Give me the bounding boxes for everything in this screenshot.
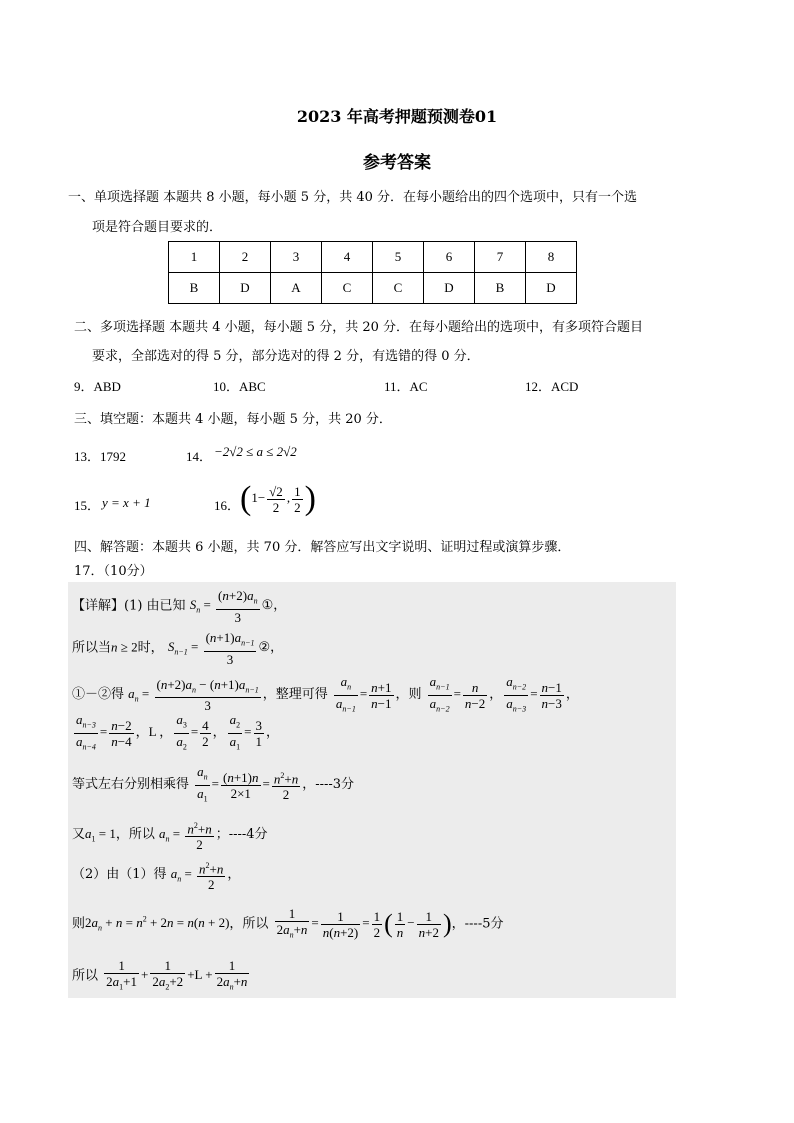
solution-line-2: 所以当n ≥ 2时， $S_{n-1}$ = $\frac{(n+1)a_{n-1}}{3}$ ②，	[72, 630, 284, 667]
answer-table	[168, 241, 577, 304]
document-subtitle: 参考答案	[363, 153, 431, 173]
solution-text: ，----3分	[302, 777, 355, 793]
solution-text: ，所以	[229, 916, 269, 932]
solution-text: ，所以	[115, 827, 155, 843]
answer-table-answers-row	[169, 273, 577, 304]
solution-text: ①－②得	[72, 687, 125, 703]
solution-line-6: 又$a_1 = 1$，所以 $a_n$ = $\frac{n^2+n}{2}$ ；----4分	[72, 821, 268, 853]
solution-line-8: 则$2a_n + n = n^2 + 2n = n(n + 2)$，所以 $\frac{1}{2a_n+n}$ = $\frac{1}{n(n+2)}$ = $\frac{1}{2}$ ( $\frac{1}{n}$ − $\frac{1}{n+2}$ )，----5分	[72, 906, 503, 943]
answer-13: 13．1792	[74, 449, 127, 464]
section1-heading: 一、单项选择题 本题共 8 小题，每小题 5 分，共 40 分．在每小题给出的四个选项中，只有一个选	[68, 190, 638, 205]
table-cell: 7	[475, 242, 526, 273]
section3-heading: 三、填空题：本题共 4 小题，每小题 5 分，共 20 分．	[74, 412, 392, 427]
document-title: 2023 年高考押题预测卷01	[296, 107, 498, 126]
table-cell: 6	[424, 242, 475, 273]
section4-heading: 四、解答题：本题共 6 小题，共 70 分．解答应写出文字说明、证明过程或演算步骤．	[74, 540, 571, 555]
solution-line-1: 【详解】(1) 由已知 $S_n$ = $\frac{(n+2)a_n}{3}$ ①，	[72, 588, 287, 625]
solution-line-9: 所以 $\frac{1}{2a_1+1}$ + $\frac{1}{2a_2+2}$ +L + $\frac{1}{2a_n+n}$	[72, 958, 251, 995]
question-17-label: 17．（10分）	[74, 564, 153, 579]
solution-text: ，则	[395, 687, 422, 703]
table-cell: D	[220, 273, 271, 304]
table-cell: B	[169, 273, 220, 304]
solution-line-4: $\frac{a_{n-3}}{a_{n-4}}$ = $\frac{n-2}{n-4}$ ，L ， $\frac{a_3}{a_2}$ = $\frac{4}{2}$ ， $\frac{a_2}{a_1}$ = $\frac{3}{1}$ ，	[72, 712, 279, 754]
table-cell: 4	[322, 242, 373, 273]
table-cell: C	[373, 273, 424, 304]
solution-line-7: （2）由（1）得 $a_n$ = $\frac{n^2+n}{2}$ ，	[72, 861, 241, 893]
table-cell: 2	[220, 242, 271, 273]
answer-table-numbers-row	[169, 242, 577, 273]
solution-text: 时，	[137, 640, 164, 656]
answer-14-expr: −2√2 ≤ a ≤ 2√2	[214, 444, 297, 459]
solution-line-5: 等式左右分别相乘得 $\frac{a_n}{a_1}$ = $\frac{(n+1)n}{2\times 1}$ = $\frac{n^2+n}{2}$ ，----3分	[72, 764, 354, 806]
solution-text: 【详解】(1) 由已知	[72, 598, 186, 614]
solution-text: 所以	[72, 968, 99, 984]
section1-heading-cont: 项是符合题目要求的．	[92, 220, 223, 235]
table-cell: 5	[373, 242, 424, 273]
solution-text: 等式左右分别相乘得	[72, 777, 190, 793]
solution-text: 又	[72, 827, 86, 843]
answer-11: 11．AC	[384, 379, 428, 394]
table-cell: D	[526, 273, 577, 304]
solution-text: ；----4分	[215, 827, 268, 843]
solution-text: （2）由（1）得	[72, 867, 167, 883]
solution-text: ，----5分	[451, 916, 504, 932]
answer-15-label: 15．	[74, 498, 101, 513]
table-cell: 1	[169, 242, 220, 273]
answer-9: 9．ABD	[74, 379, 121, 394]
section2-heading: 二、多项选择题 本题共 4 小题，每小题 5 分，共 20 分．在每小题给出的选项中，有多项符合题目	[74, 320, 644, 335]
table-cell: D	[424, 273, 475, 304]
answer-12: 12．ACD	[525, 379, 579, 394]
solution-text: 则	[72, 916, 86, 932]
solution-text: ，整理可得	[262, 687, 328, 703]
table-cell: 8	[526, 242, 577, 273]
answer-14-label: 14．	[186, 449, 213, 464]
answer-16-label: 16．	[214, 498, 241, 513]
section2-heading-cont: 要求，全部选对的得 5 分，部分选对的得 2 分，有选错的得 0 分．	[92, 349, 480, 364]
table-cell: C	[322, 273, 373, 304]
table-cell: B	[475, 273, 526, 304]
table-cell: A	[271, 273, 322, 304]
solution-text: 所以当	[72, 640, 112, 656]
solution-line-3: ①－②得 $a_n$ = $\frac{(n+2)a_n - (n+1)a_{n-1}}{3}$ ，整理可得 $\frac{a_n}{a_{n-1}}$ = $\frac{n+1}{n-1}$ ，则 $\frac{a_{n-1}}{a_{n-2}}$ = $\frac{n}{n-2}$ ， $\frac{a_{n-2}}{a_{n-3}}$ = $\frac{n-1}{n-3}$ ，	[72, 674, 579, 716]
answer-16-expr: (1− $\frac{√2}{2}$ , $\frac{1}{2}$ )	[240, 480, 316, 517]
answer-10: 10．ABC	[213, 379, 266, 394]
table-cell: 3	[271, 242, 322, 273]
answer-15-expr: y = x + 1	[102, 495, 151, 510]
